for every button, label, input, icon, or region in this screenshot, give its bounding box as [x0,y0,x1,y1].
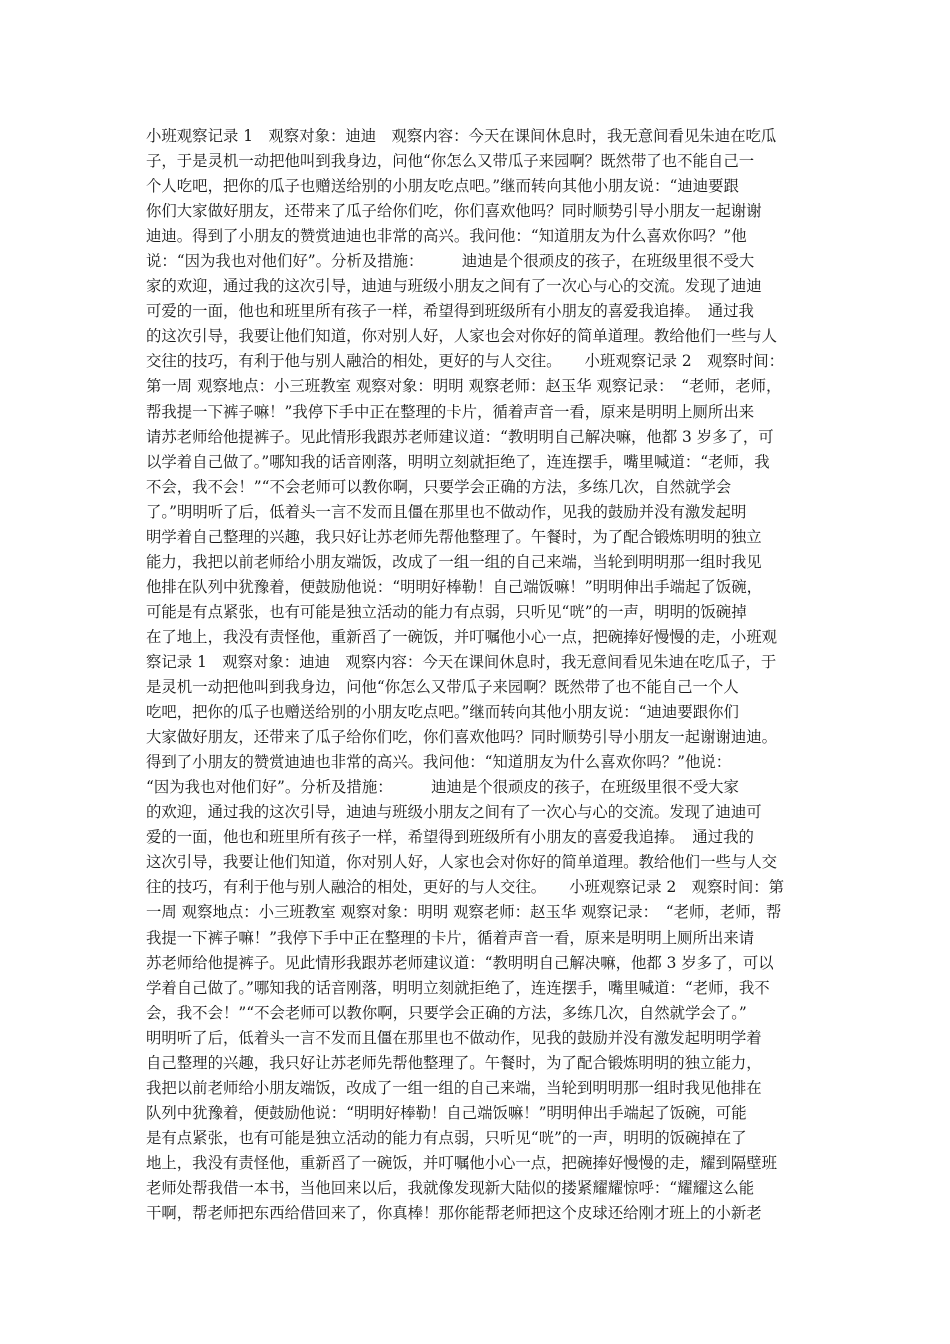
text-line: 得到了小朋友的赞赏迪迪也非常的高兴。我问他：“知道朋友为什么喜欢你吗？”他说： [146,753,732,772]
text-line: 能力，我把以前老师给小朋友端饭，改成了一组一组的自己来端，当轮到明明那一组时我见 [146,552,762,571]
text-line: 第一周 观察地点：小三班教室 观察对象：明明 观察老师：赵玉华 观察记录： “老师，老师， [146,377,782,396]
text-line: 队列中犹豫着，便鼓励他说：“明明好棒勒！自己端饭嘛！”明明伸出手端起了饭碗，可能 [146,1103,747,1122]
text-line: 个人吃吧，把你的瓜子也赠送给别的小朋友吃点吧。”继而转向其他小朋友说：“迪迪要跟 [146,177,739,196]
text-line: 察记录 1 观察对象：迪迪 观察内容：今天在课间休息时，我无意间看见朱迪在吃瓜子，于 [146,652,777,671]
text-line: 请苏老师给他提裤子。见此情形我跟苏老师建议道：“教明明自己解决嘛，他都 3 岁多了，可 [146,427,774,446]
text-line: 小班观察记录 1 观察对象：迪迪 观察内容：今天在课间休息时，我无意间看见朱迪在吃瓜 [146,127,777,145]
text-line: 了。”明明听了后，低着头一言不发而且僵在那里也不做动作，见我的鼓励并没有激发起明 [146,502,747,521]
text-line: 大家做好朋友，还带来了瓜子给你们吃，你们喜欢他吗？同时顺势引导小朋友一起谢谢迪迪。 [146,728,778,747]
text-line: 说：“因为我也对他们好”。分析及措施： 迪迪是个很顽皮的孩子，在班级里很不受大 [146,252,755,271]
text-line: 我提一下裤子嘛！”我停下手中正在整理的卡片，循着声音一看，原来是明明上厕所出来请 [146,928,755,947]
text-line: 子，于是灵机一动把他叫到我身边，问他“你怎么又带瓜子来园啊？既然带了也不能自己一 [146,152,755,171]
text-line: 往的技巧，有利于他与别人融洽的相处，更好的与人交往。 小班观察记录 2 观察时间：第 [146,878,785,897]
text-line: 是灵机一动把他叫到我身边，问他“你怎么又带瓜子来园啊？既然带了也不能自己一个人 [146,678,739,697]
text-line: 我把以前老师给小朋友端饭，改成了一组一组的自己来端，当轮到明明那一组时我见他排在 [146,1078,762,1097]
text-line: 可爱的一面，他也和班里所有孩子一样，希望得到班级所有小朋友的喜爱我追捧。 通过我 [146,302,754,321]
text-line: 交往的技巧，有利于他与别人融洽的相处，更好的与人交往。 小班观察记录 2 观察时间： [146,352,785,371]
text-line: 在了地上，我没有责怪他，重新舀了一碗饭，并叮嘱他小心一点，把碗捧好慢慢的走，小班观 [146,627,778,646]
text-line: 可能是有点紧张，也有可能是独立活动的能力有点弱，只听见“咣”的一声，明明的饭碗掉 [146,602,747,621]
text-line: 明学着自己整理的兴趣，我只好让苏老师先帮他整理了。午餐时，为了配合锻炼明明的独立 [146,527,762,546]
text-line: 会，我不会！”“不会老师可以教你啊，只要学会正确的方法，多练几次，自然就学会了。” [146,1003,747,1022]
text-line: 自己整理的兴趣，我只好让苏老师先帮他整理了。午餐时，为了配合锻炼明明的独立能力， [146,1053,762,1072]
text-line: 是有点紧张，也有可能是独立活动的能力有点弱，只听见“咣”的一声，明明的饭碗掉在了 [146,1128,747,1147]
text-line: 不会，我不会！”“不会老师可以教你啊，只要学会正确的方法，多练几次，自然就学会 [146,477,732,496]
text-line: 干啊，帮老师把东西给借回来了，你真棒！那你能帮老师把这个皮球还给刚才班上的小新老 [146,1204,762,1223]
text-line: 学着自己做了。”哪知我的话音刚落，明明立刻就拒绝了，连连摆手，嘴里喊道：“老师，我不 [146,978,770,997]
text-line: 吃吧，把你的瓜子也赠送给别的小朋友吃点吧。”继而转向其他小朋友说：“迪迪要跟你们 [146,703,739,722]
document-body-text [146,124,819,1226]
text-line: 的欢迎，通过我的这次引导，迪迪与班级小朋友之间有了一次心与心的交流。发现了迪迪可 [146,803,762,822]
text-line: “因为我也对他们好”。分析及措施： 迪迪是个很顽皮的孩子，在班级里很不受大家 [146,778,739,797]
text-line: 老师处帮我借一本书，当他回来以后，我就像发现新大陆似的搂紧耀耀惊呼：“耀耀这么能 [146,1178,755,1197]
text-line: 家的欢迎，通过我的这次引导，迪迪与班级小朋友之间有了一次心与心的交流。发现了迪迪 [146,277,762,296]
text-line: 他排在队列中犹豫着，便鼓励他说：“明明好棒勒！自己端饭嘛！”明明伸出手端起了饭碗， [146,577,762,596]
text-line: 明明听了后，低着头一言不发而且僵在那里也不做动作，见我的鼓励并没有激发起明明学着 [146,1028,762,1047]
text-line: 迪迪。得到了小朋友的赞赏迪迪也非常的高兴。我问他：“知道朋友为什么喜欢你吗？”他 [146,227,747,246]
text-line: 爱的一面，他也和班里所有孩子一样，希望得到班级所有小朋友的喜爱我追捧。 通过我的 [146,828,754,847]
text-line: 你们大家做好朋友，还带来了瓜子给你们吃，你们喜欢他吗？同时顺势引导小朋友一起谢谢 [146,202,762,221]
text-line: 这次引导，我要让他们知道，你对别人好，人家也会对你好的简单道理。教给他们一些与人交 [146,853,778,872]
text-line: 地上，我没有责怪他，重新舀了一碗饭，并叮嘱他小心一点，把碗捧好慢慢的走，耀到隔壁班 [146,1153,778,1172]
text-line: 苏老师给他提裤子。见此情形我跟苏老师建议道：“教明明自己解决嘛，他都 3 岁多了，可以 [146,953,774,972]
text-line: 以学着自己做了。”哪知我的话音刚落，明明立刻就拒绝了，连连摆手，嘴里喊道：“老师，我 [146,452,770,471]
text-line: 帮我提一下裤子嘛！”我停下手中正在整理的卡片，循着声音一看，原来是明明上厕所出来 [146,402,755,421]
text-line: 一周 观察地点：小三班教室 观察对象：明明 观察老师：赵玉华 观察记录： “老师，老师，帮 [146,903,782,922]
text-line: 的这次引导，我要让他们知道，你对别人好，人家也会对你好的简单道理。教给他们一些与人 [146,327,778,346]
